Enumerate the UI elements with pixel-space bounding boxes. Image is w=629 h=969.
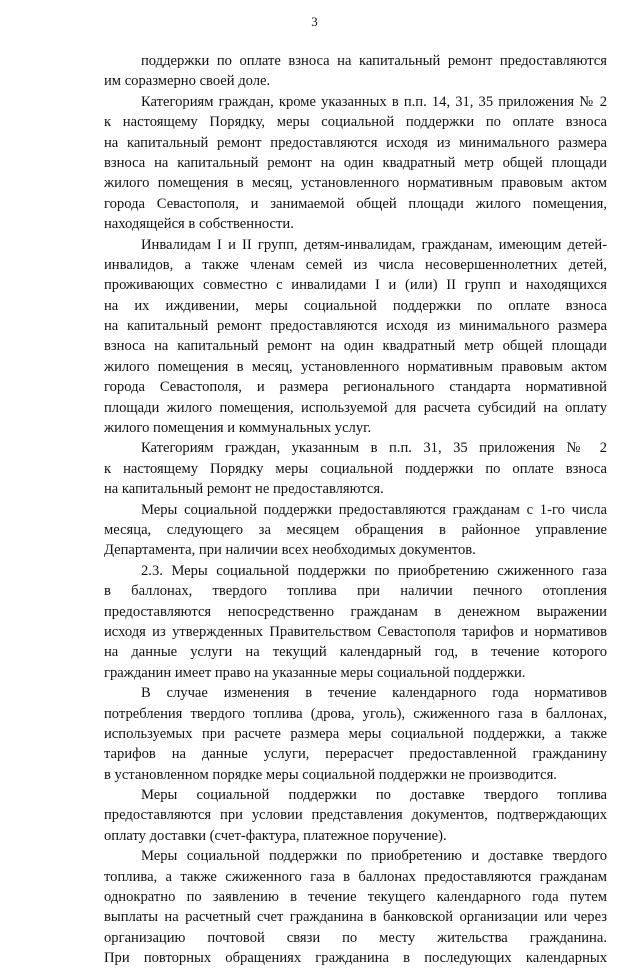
text-line: В случае изменения в течение календарного года нормативов	[141, 685, 607, 702]
text-line: жилого помещения в месяц, установленного нормативным правовым актом	[104, 358, 607, 375]
text-line: на данные услуги на текущий календарный год, в течение которого	[104, 644, 607, 661]
text-line: Меры социальной поддержки по приобретению и доставке твердого	[141, 848, 607, 865]
text-line: площади жилого помещения, используемой для расчета субсидий на оплату	[104, 399, 607, 416]
text-line: в баллонах, твердого топлива при наличии печного отопления	[104, 583, 607, 600]
text-line: на капитальный ремонт не предоставляются.	[104, 481, 384, 498]
text-line: исходя из утвержденных Правительством Севастополя тарифов и нормативов	[104, 623, 607, 640]
text-line: к настоящему Порядку, меры социальной поддержки по оплате взноса	[104, 114, 607, 131]
text-line: находящейся в собственности.	[104, 216, 294, 233]
paragraph	[104, 92, 607, 235]
text-line: к настоящему Порядку меры социальной поддержки по оплате взноса	[104, 460, 607, 477]
paragraph	[104, 785, 607, 846]
text-line: на капитальный ремонт предоставляются исходя из минимального размера	[104, 318, 607, 335]
text-line: взноса на капитальный ремонт на один квадратный метр общей площади	[104, 338, 607, 355]
text-line: города Севастополя, и занимаемой общей площади жилого помещения,	[104, 195, 607, 212]
text-line: организацию почтовой связи по месту жительства гражданина.	[104, 929, 607, 946]
paragraph	[104, 500, 607, 561]
paragraph	[104, 235, 607, 439]
page-number: 3	[311, 14, 318, 29]
text-line: Меры социальной поддержки предоставляются гражданам с 1-го числа	[141, 501, 607, 518]
text-line: гражданин имеет право на указанные меры социальной поддержки.	[104, 664, 526, 681]
text-line: в установленном порядке меры социальной поддержки не производится.	[104, 766, 557, 783]
text-line: потребления твердого топлива (дрова, уголь), сжиженного газа в баллонах,	[104, 705, 607, 722]
text-line: 2.3. Меры социальной поддержки по приобретению сжиженного газа	[141, 562, 607, 579]
text-line: Категориям граждан, кроме указанных в п.п. 14, 31, 35 приложения № 2	[141, 93, 607, 110]
paragraph	[104, 683, 607, 785]
text-line: взноса на капитальный ремонт на один квадратный метр общей площади	[104, 154, 607, 171]
text-line: выплаты на расчетный счет гражданина в банковской организации или через	[104, 909, 607, 926]
text-line: поддержки по оплате взноса на капитальный ремонт предоставляются	[141, 53, 607, 69]
paragraph	[104, 438, 607, 499]
text-line: топлива, а также сжиженного газа в баллонах предоставляются гражданам	[104, 868, 607, 885]
text-line: Меры социальной поддержки по доставке твердого топлива	[141, 787, 607, 804]
text-line: Департамента, при наличии всех необходимых документов.	[104, 542, 476, 559]
text-line: тарифов на данные услуги, перерасчет предоставленной гражданину	[104, 746, 607, 763]
text-line: однократно по заявлению в течение текущего календарного года путем	[104, 889, 607, 906]
paragraph	[104, 51, 607, 92]
text-line: на их иждивении, меры социальной поддержки по оплате взноса	[104, 297, 607, 314]
text-line: предоставляются непосредственно гражданам в денежном выражении	[104, 603, 607, 620]
paragraph	[104, 846, 607, 968]
text-line: жилого помещения и коммунальных услуг.	[104, 420, 372, 437]
text-line: Категориям граждан, указанным в п.п. 31, 35 приложения № 2	[141, 440, 607, 457]
document-body	[104, 51, 607, 969]
text-line: им соразмерно своей доле.	[104, 73, 271, 90]
text-line: оплату доставки (счет-фактура, платежное поручение).	[104, 827, 447, 844]
text-line: используемых при расчете размера меры социальной поддержки, а также	[104, 725, 607, 742]
text-line: месяца, следующего за месяцем обращения в районное управление	[104, 521, 607, 538]
text-line: При повторных обращениях гражданина в последующих календарных	[104, 950, 607, 967]
text-line: предоставляются при условии представления документов, подтверждающих	[104, 807, 607, 824]
text-line: города Севастополя, и размера регионального стандарта нормативной	[104, 379, 607, 396]
text-line: на капитальный ремонт предоставляются исходя из минимального размера	[104, 134, 607, 151]
text-line: проживающих совместно с инвалидами I и (или) II групп и находящихся	[104, 277, 607, 294]
text-line: жилого помещения в месяц, установленного нормативным правовым актом	[104, 175, 607, 192]
text-line: инвалидов, а также членам семей из числа несовершеннолетних детей,	[104, 256, 607, 273]
text-line: Инвалидам I и II групп, детям-инвалидам, гражданам, имеющим детей-	[141, 236, 607, 253]
paragraph	[104, 561, 607, 683]
